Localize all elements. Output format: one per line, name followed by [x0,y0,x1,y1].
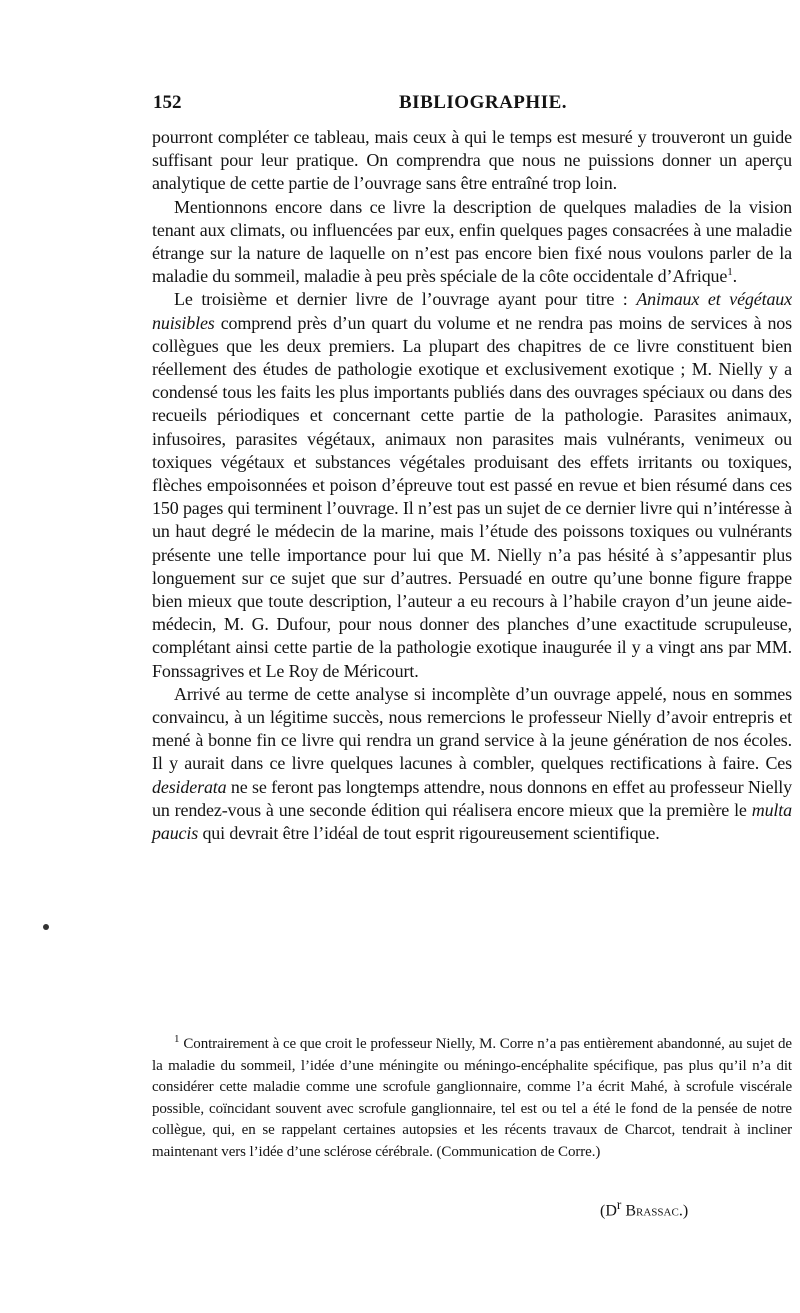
paragraph-2-end: . [732,266,737,287]
paragraph-3 [152,288,792,682]
paragraph-4 [152,683,792,845]
paragraph-4-text-a: Arrivé au terme de cette analyse si incomplète d’un ouvrage appelé, nous en sommes convaincu, à un légitime succès, nous remercions le professeur Nielly d’avoir entrepris et mené à bonne fin ce livre qui rendra un grand service à la jeune génération de nos écoles. Il y aurait dans ce livre quelques lacunes à combler, quelques rectifications à faire. Ces [152,683,792,774]
signature-close: .) [678,1202,689,1220]
footnote-text: Contrairement à ce que croit le professeur Nielly, M. Corre n’a pas entièrement abandonné, au sujet de la maladie du sommeil, l’idée d’une méningite ou méningo-encéphalite spécifique, pas plus qu’il n’a dit considérer cette maladie comme une scrofule ganglionnaire, comme l’a écrit Mahé, à scrofule viscérale possible, coïncidant souvent avec scrofule ganglionnaire, tel est ou tel a été le fond de la pensée de notre collègue, qui, en se rappelant certaines autopsies et les récents travaux de Charcot, tendrait à incliner maintenant vers l’idée d’une sclérose cérébrale. (Communication de Corre.) [152,1036,792,1160]
book-part-title: Animaux et végétaux nuisibles [152,289,792,333]
signature-title-sup: r [616,1197,622,1212]
paragraph-4-text-b: ne se feront pas longtemps attendre, nous donnons en effet au professeur Nielly un rendez-vous à une seconde édition qui réalisera encore mieux que la première le [152,776,792,820]
paragraph-4-text-c: qui devrait être l’idéal de tout esprit rigoureusement scientifique. [198,823,660,844]
author-signature [600,1197,688,1220]
footnote [152,1034,792,1164]
page-number: 152 [153,92,182,113]
section-title: BIBLIOGRAPHIE. [399,92,568,113]
main-text [152,126,792,845]
paragraph-2-text: Mentionnons encore dans ce livre la description de quelques maladies de la vision tenant aux climats, ou influencées par eux, enfin quelques pages consacrées à une maladie étrange sur la nature de laquelle on n’est pas encore bien fixé nous voulons parler de la maladie du sommeil, maladie à peu près spéciale de la côte occidentale d’Afrique [152,196,792,287]
margin-mark [43,924,49,930]
signature-open: (D [600,1202,617,1220]
paragraph-3-text-a: Le troisième et dernier livre de l’ouvrage ayant pour titre : [174,289,637,310]
paragraph-1: pourront compléter ce tableau, mais ceux à qui le temps est mesuré y trouveront un guide suffisant pour leur pratique. On comprendra que nous ne puissions donner un aperçu analytique de cette partie de l’ouvrage sans être entraîné trop loin. [152,127,792,194]
footnote-marker: 1 [174,1033,180,1045]
italic-multa-paucis: multa paucis [152,799,792,844]
paragraph-3-text-b: comprend près d’un quart du volume et ne rendra pas moins de services à nos collègues que les deux premiers. La plupart des chapitres de ce livre constituent bien réellement des études de pathologie exotique et exclusivement exotique ; M. Nielly y a condensé tous les faits les plus importants publiés dans des ouvrages spéciaux ou dans des recueils périodiques et concernant cette partie de la pathologie. Parasites animaux, infusoires, parasites végétaux, animaux non parasites mais vulnérants, venimeux ou toxiques végétaux et substances végétales produisant des effets irritants ou toxiques, flèches empoisonnées et poison d’épreuve tout est passé en revue et bien résumé dans ces 150 pages qui terminent l’ouvrage. Il n’est pas un sujet de ce dernier livre qui n’intéresse à un haut degré le médecin de la marine, mais l’étude des poissons toxiques ou vulnérants présente une telle importance pour lui que M. Nielly n’a pas hésité à s’appesantir plus longuement sur ce sujet que sur d’autres. Persuadé en outre qu’une bonne figure frappe bien mieux que toute description, l’auteur a eu recours à l’habile crayon d’un jeune aide-médecin, M. G. Dufour, pour nous donner des planches d’une exactitude scrupuleuse, complétant ainsi cette partie de la pathologie exotique inaugurée il y a vingt ans par MM. Fonssagrives et Le Roy de Méricourt. [152,312,792,681]
italic-desiderata: desiderata [152,776,227,797]
running-head [153,92,793,120]
paragraph-2 [152,196,792,289]
signature-name: Brassac [625,1202,679,1220]
footnote-paragraph [152,1034,792,1164]
footnote-reference[interactable]: 1 [727,266,733,279]
